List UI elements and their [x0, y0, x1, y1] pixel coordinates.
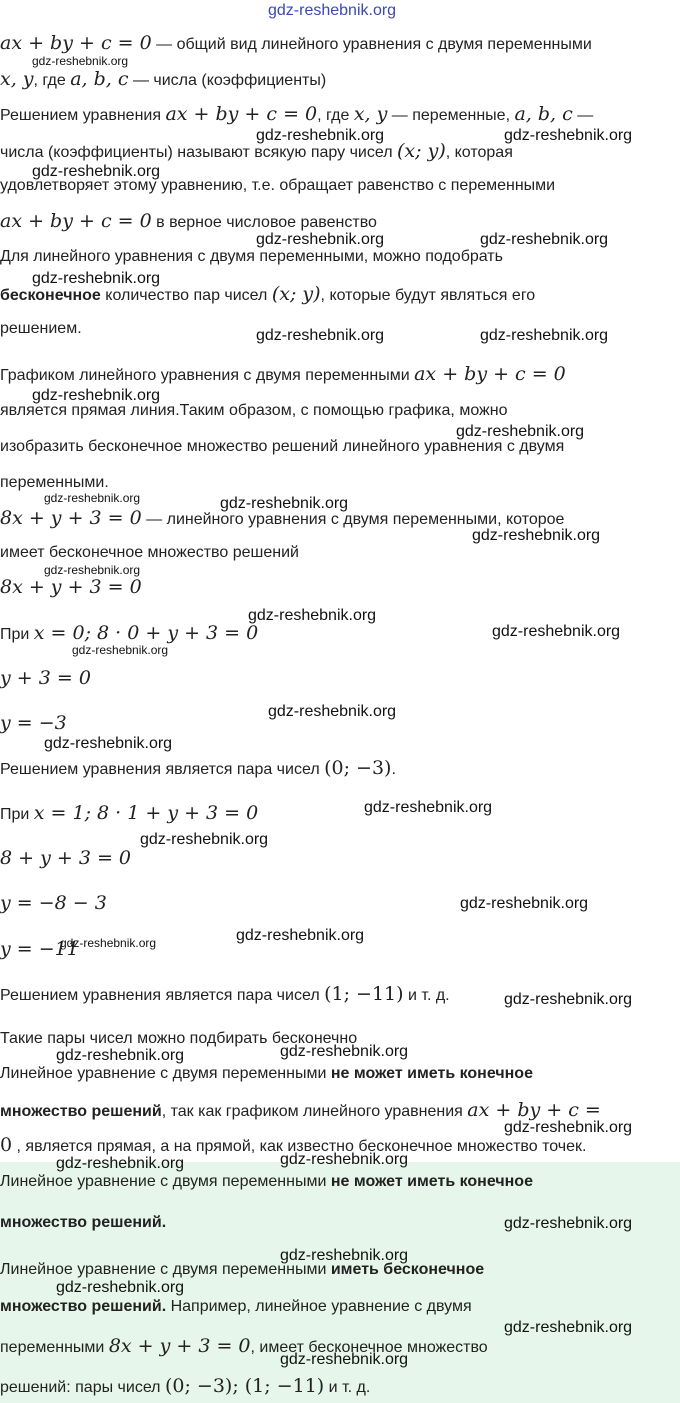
watermark: gdz-reshebnik.org — [504, 1119, 633, 1136]
watermark: gdz-reshebnik.org — [268, 2, 397, 19]
watermark: gdz-reshebnik.org — [256, 231, 385, 248]
watermark: gdz-reshebnik.org — [480, 327, 609, 344]
text-line: изобразить бесконечное множество решений линейного уравнения с двумя — [0, 438, 565, 455]
watermark: gdz-reshebnik.org — [504, 991, 633, 1008]
watermark: gdz-reshebnik.org — [56, 1279, 185, 1296]
text-line: ax + by + c = 0 — общий вид линейного уравнения с двумя переменными — [0, 32, 592, 54]
watermark: gdz-reshebnik.org — [268, 703, 397, 720]
equation: y = −3 — [0, 712, 67, 734]
watermark: gdz-reshebnik.org — [72, 643, 169, 657]
watermark: gdz-reshebnik.org — [140, 831, 269, 848]
equation: 8x + y + 3 = 0 — [0, 576, 142, 598]
text-line: множество решений, так как графиком линейного уравнения ax + by + c = — [0, 1099, 601, 1121]
text-line: Решением уравнения ax + by + c = 0, где x, y — переменные, a, b, c — — [0, 103, 594, 125]
watermark: gdz-reshebnik.org — [56, 1155, 185, 1172]
watermark: gdz-reshebnik.org — [456, 423, 585, 440]
watermark: gdz-reshebnik.org — [32, 270, 161, 287]
text-line: ax + by + c = 0 в верное числовое равенство — [0, 210, 377, 232]
answer-line: множество решений. — [0, 1214, 167, 1231]
answer-line: переменными 8x + y + 3 = 0, имеет бесконечное множество — [0, 1335, 488, 1357]
watermark: gdz-reshebnik.org — [44, 491, 141, 505]
answer-line: Линейное уравнение с двумя переменными иметь бесконечное — [0, 1261, 485, 1278]
watermark: gdz-reshebnik.org — [60, 936, 157, 950]
watermark: gdz-reshebnik.org — [56, 1047, 185, 1064]
watermark: gdz-reshebnik.org — [280, 1043, 409, 1060]
watermark: gdz-reshebnik.org — [256, 127, 385, 144]
text-line: 0 , является прямая, а на прямой, как известно бесконечное множество точек. — [0, 1134, 587, 1156]
watermark: gdz-reshebnik.org — [248, 607, 377, 624]
equation: y + 3 = 0 — [0, 667, 91, 689]
text-line: числа (коэффициенты) называют всякую пару чисел (x; y), которая — [0, 140, 513, 162]
equation: y = −11 — [0, 938, 79, 960]
equation: y = −8 − 3 — [0, 892, 107, 914]
watermark: gdz-reshebnik.org — [492, 623, 621, 640]
watermark: gdz-reshebnik.org — [472, 527, 601, 544]
equation: 8 + y + 3 = 0 — [0, 847, 131, 869]
text-line: Решением уравнения является пара чисел (1; −11) и т. д. — [0, 983, 450, 1005]
text-line: x, y, где a, b, c — числа (коэффициенты) — [0, 68, 327, 90]
text-line: бесконечное количество пар чисел (x; y), которые будут являться его — [0, 283, 536, 305]
watermark: gdz-reshebnik.org — [460, 895, 589, 912]
watermark: gdz-reshebnik.org — [504, 1215, 633, 1232]
watermark: gdz-reshebnik.org — [44, 563, 141, 577]
watermark: gdz-reshebnik.org — [504, 127, 633, 144]
text-line: Такие пары чисел можно подбирать бесконечно — [0, 1030, 358, 1047]
watermark: gdz-reshebnik.org — [256, 327, 385, 344]
text-line: является прямая линия.Таким образом, с помощью графика, можно — [0, 402, 508, 419]
watermark: gdz-reshebnik.org — [280, 1247, 409, 1264]
watermark: gdz-reshebnik.org — [220, 495, 349, 512]
text-line: 8x + y + 3 = 0 — линейного уравнения с двумя переменными, которое — [0, 507, 565, 529]
watermark: gdz-reshebnik.org — [32, 54, 129, 68]
text-line: Для линейного уравнения с двумя переменными, можно подобрать — [0, 248, 503, 265]
text-line: Линейное уравнение с двумя переменными не может иметь конечное — [0, 1065, 533, 1082]
text-line: переменными. — [0, 474, 109, 491]
watermark: gdz-reshebnik.org — [280, 1351, 409, 1368]
answer-line: множество решений. Например, линейное уравнение с двумя — [0, 1298, 472, 1315]
answer-line: решений: пары чисел (0; −3); (1; −11) и т. д. — [0, 1375, 371, 1397]
watermark: gdz-reshebnik.org — [280, 1151, 409, 1168]
text-line: имеет бесконечное множество решений — [0, 544, 299, 561]
text-line: решением. — [0, 320, 82, 337]
watermark: gdz-reshebnik.org — [32, 387, 161, 404]
watermark: gdz-reshebnik.org — [364, 799, 493, 816]
text-line: При x = 1; 8 · 1 + y + 3 = 0 — [0, 802, 259, 824]
watermark: gdz-reshebnik.org — [44, 735, 173, 752]
text-line: Графиком линейного уравнения с двумя переменными ax + by + c = 0 — [0, 363, 566, 385]
watermark: gdz-reshebnik.org — [480, 231, 609, 248]
answer-line: Линейное уравнение с двумя переменными не может иметь конечное — [0, 1173, 533, 1190]
text-line: При x = 0; 8 · 0 + y + 3 = 0 — [0, 622, 259, 644]
watermark: gdz-reshebnik.org — [504, 1319, 633, 1336]
text-line: удовлетворяет этому уравнению, т.е. обращает равенство с переменными — [0, 177, 556, 194]
watermark: gdz-reshebnik.org — [236, 927, 365, 944]
text-line: Решением уравнения является пара чисел (0; −3). — [0, 757, 396, 779]
watermark: gdz-reshebnik.org — [32, 163, 161, 180]
